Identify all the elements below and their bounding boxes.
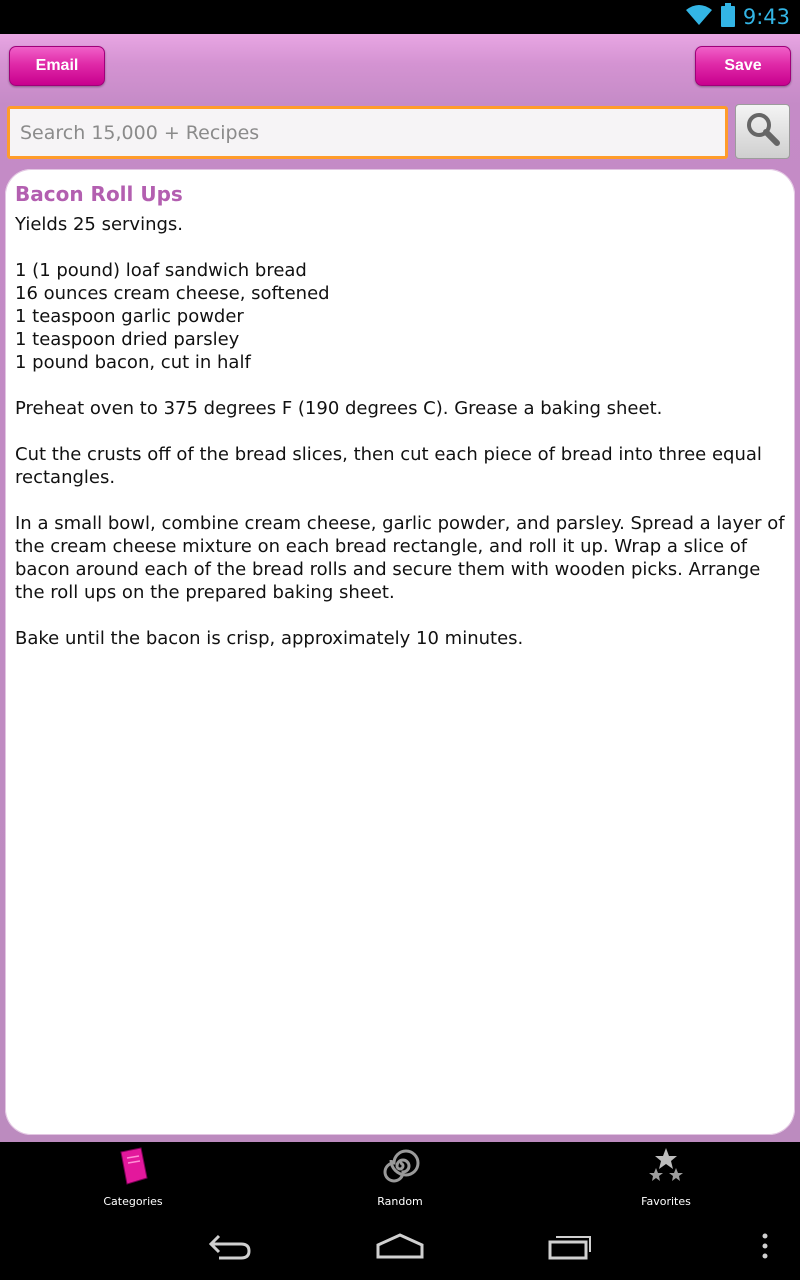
- recipe-title: Bacon Roll Ups: [15, 182, 183, 206]
- system-nav-bar: [0, 1216, 800, 1280]
- email-button[interactable]: Email: [9, 46, 105, 86]
- search-button[interactable]: [735, 104, 790, 159]
- tab-random[interactable]: [320, 1142, 480, 1216]
- home-icon: [374, 1231, 426, 1266]
- wifi-icon: [685, 4, 713, 31]
- battery-icon: [721, 3, 735, 32]
- recents-button[interactable]: [540, 1228, 600, 1268]
- ingredient-line: 16 ounces cream cheese, softened: [15, 283, 330, 304]
- recipe-step: Preheat oven to 375 degrees F (190 degrees C). Grease a baking sheet.: [15, 398, 663, 419]
- back-icon: [205, 1232, 255, 1265]
- status-time: 9:43: [742, 5, 790, 29]
- back-button[interactable]: [200, 1228, 260, 1268]
- recipe-card: [5, 169, 795, 1135]
- top-toolbar: [0, 34, 800, 100]
- tab-categories[interactable]: [53, 1142, 213, 1216]
- overflow-menu-button[interactable]: [750, 1228, 780, 1268]
- home-button[interactable]: [370, 1228, 430, 1268]
- recipe-yields: Yields 25 servings.: [15, 214, 184, 235]
- spiral-icon: [380, 1146, 420, 1191]
- tab-label: Categories: [103, 1195, 163, 1208]
- recipe-step: Cut the crusts off of the bread slices, then cut each piece of bread into three equal rectangles.: [15, 444, 762, 488]
- bottom-tab-bar: [0, 1142, 800, 1216]
- save-button[interactable]: Save: [695, 46, 791, 86]
- menu-icon: [761, 1232, 769, 1265]
- recents-icon: [546, 1232, 594, 1265]
- ingredient-line: 1 (1 pound) loaf sandwich bread: [15, 260, 307, 281]
- tab-label: Favorites: [641, 1195, 691, 1208]
- search-icon: [745, 111, 781, 152]
- book-icon: [113, 1146, 153, 1191]
- tab-label: Random: [377, 1195, 423, 1208]
- recipe-step: Bake until the bacon is crisp, approximately 10 minutes.: [15, 628, 524, 649]
- recipe-step: In a small bowl, combine cream cheese, garlic powder, and parsley. Spread a layer of the cream cheese mixture on each bread rectangle, and roll it up. Wrap a slice of bacon around each of the bread rolls and secure them with wooden picks. Arrange the roll ups on the prepared baking sheet.: [15, 513, 785, 603]
- status-bar: [0, 0, 800, 34]
- stars-icon: [646, 1146, 686, 1191]
- search-bar: [0, 104, 800, 162]
- recipe-app: [0, 34, 800, 1142]
- recipe-body: [15, 213, 785, 650]
- search-input[interactable]: [7, 106, 728, 159]
- ingredient-line: 1 pound bacon, cut in half: [15, 352, 251, 373]
- tab-favorites[interactable]: [586, 1142, 746, 1216]
- ingredient-line: 1 teaspoon garlic powder: [15, 306, 244, 327]
- ingredient-line: 1 teaspoon dried parsley: [15, 329, 240, 350]
